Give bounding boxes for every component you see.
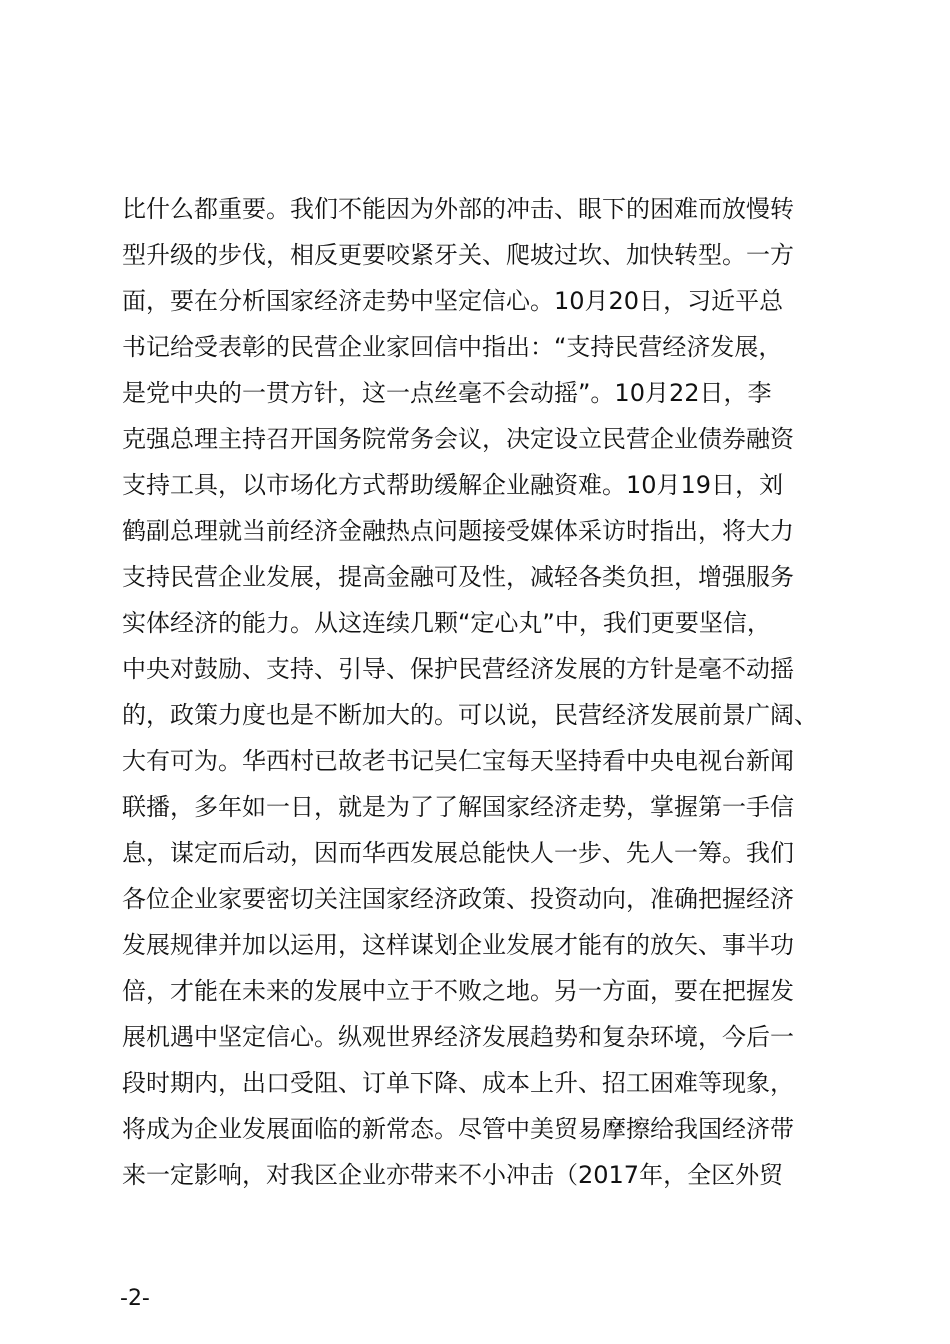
body-text — [122, 186, 832, 1198]
page-number: -2- — [120, 1286, 150, 1311]
text-line: 是党中央的一贯方针，这一点丝毫不会动摇”。10月22日，李 — [122, 379, 772, 407]
text-line: 支持工具，以市场化方式帮助缓解企业融资难。10月19日，刘 — [122, 471, 784, 499]
text-line: 展机遇中坚定信心。纵观世界经济发展趋势和复杂环境，今后一 — [122, 1023, 794, 1051]
text-line: 中央对鼓励、支持、引导、保护民营经济发展的方针是毫不动摇 — [122, 655, 794, 683]
text-line: 的，政策力度也是不断加大的。可以说，民营经济发展前景广阔、 — [122, 701, 818, 729]
text-line: 克强总理主持召开国务院常务会议，决定设立民营企业债券融资 — [122, 425, 794, 453]
text-line: 段时期内，出口受阻、订单下降、成本上升、招工困难等现象， — [122, 1069, 794, 1097]
text-line: 倍，才能在未来的发展中立于不败之地。另一方面，要在把握发 — [122, 977, 794, 1005]
text-line: 实体经济的能力。从这连续几颗“定心丸”中，我们更要坚信， — [122, 609, 771, 637]
text-line: 大有可为。华西村已故老书记吴仁宝每天坚持看中央电视台新闻 — [122, 747, 794, 775]
text-line: 比什么都重要。我们不能因为外部的冲击、眼下的困难而放慢转 — [122, 195, 794, 223]
text-line: 发展规律并加以运用，这样谋划企业发展才能有的放矢、事半功 — [122, 931, 794, 959]
text-line: 书记给受表彰的民营企业家回信中指出：“支持民营经济发展， — [122, 333, 783, 361]
text-line: 联播，多年如一日，就是为了了解国家经济走势，掌握第一手信 — [122, 793, 794, 821]
text-line: 来一定影响，对我区企业亦带来不小冲击（2017年，全区外贸 — [122, 1161, 784, 1189]
text-line: 型升级的步伐，相反更要咬紧牙关、爬坡过坎、加快转型。一方 — [122, 241, 794, 269]
text-line: 各位企业家要密切关注国家经济政策、投资动向，准确把握经济 — [122, 885, 794, 913]
text-line: 鹤副总理就当前经济金融热点问题接受媒体采访时指出，将大力 — [122, 517, 794, 545]
text-line: 息，谋定而后动，因而华西发展总能快人一步、先人一筹。我们 — [122, 839, 794, 867]
text-line: 面，要在分析国家经济走势中坚定信心。10月20日，习近平总 — [122, 287, 784, 315]
text-line: 支持民营企业发展，提高金融可及性，减轻各类负担，增强服务 — [122, 563, 794, 591]
text-line: 将成为企业发展面临的新常态。尽管中美贸易摩擦给我国经济带 — [122, 1115, 794, 1143]
